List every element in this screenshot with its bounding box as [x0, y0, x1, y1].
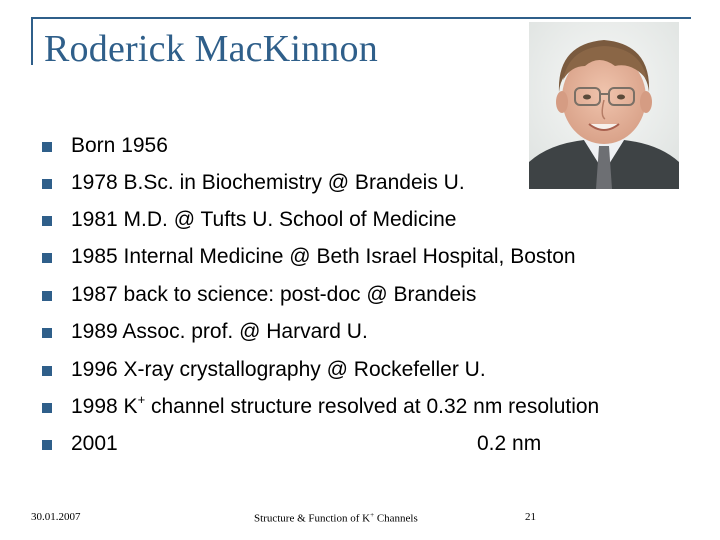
superscript-plus: +	[137, 392, 146, 407]
page-number: 21	[525, 511, 536, 523]
list-item	[0, 320, 720, 344]
slide-title: Roderick MacKinnon	[44, 28, 378, 70]
list-item	[0, 392, 720, 419]
footer-title-part: Channels	[374, 512, 418, 525]
footer-date: 30.01.2007	[31, 511, 81, 523]
bullet-text-part: channel structure resolved at 0.32 nm resolution	[145, 395, 600, 418]
bullet-text	[71, 392, 600, 419]
bullet-value: 0.2 nm	[477, 432, 542, 455]
list-item	[0, 171, 720, 195]
bullet-text: 1978 B.Sc. in Biochemistry @ Brandeis U.	[71, 171, 465, 194]
bullet-text: 1987 back to science: post-doc @ Brandeis	[71, 283, 477, 306]
bullet-marker	[42, 440, 52, 450]
bullet-marker	[42, 142, 52, 152]
list-item	[0, 358, 720, 382]
bullet-text: 1996 X-ray crystallography @ Rockefeller U.	[71, 358, 486, 381]
bullet-marker	[42, 366, 52, 376]
list-item	[0, 208, 720, 232]
list-item	[0, 432, 720, 456]
bullet-marker	[42, 291, 52, 301]
list-item	[0, 283, 720, 307]
bullet-text: 1985 Internal Medicine @ Beth Israel Hospital, Boston	[71, 245, 576, 268]
bullet-text: 1989 Assoc. prof. @ Harvard U.	[71, 320, 368, 343]
list-item	[0, 134, 720, 158]
portrait-photo	[529, 22, 679, 189]
footer-title-part: Structure & Function of K	[254, 512, 371, 525]
bullet-marker	[42, 216, 52, 226]
bullet-marker	[42, 328, 52, 338]
bullet-text: 2001	[71, 432, 118, 455]
bullet-text-part: 1998 K	[71, 395, 138, 418]
bullet-marker	[42, 253, 52, 263]
footer-superscript: +	[370, 511, 375, 519]
list-item	[0, 245, 720, 269]
title-frame-left-line	[31, 18, 33, 65]
bullet-text: 1981 M.D. @ Tufts U. School of Medicine	[71, 208, 457, 231]
bullet-marker	[42, 179, 52, 189]
portrait-illustration	[529, 22, 679, 189]
bullet-text: Born 1956	[71, 134, 168, 157]
bullet-marker	[42, 403, 52, 413]
title-frame-top-line	[31, 17, 691, 19]
footer-title	[254, 511, 418, 525]
